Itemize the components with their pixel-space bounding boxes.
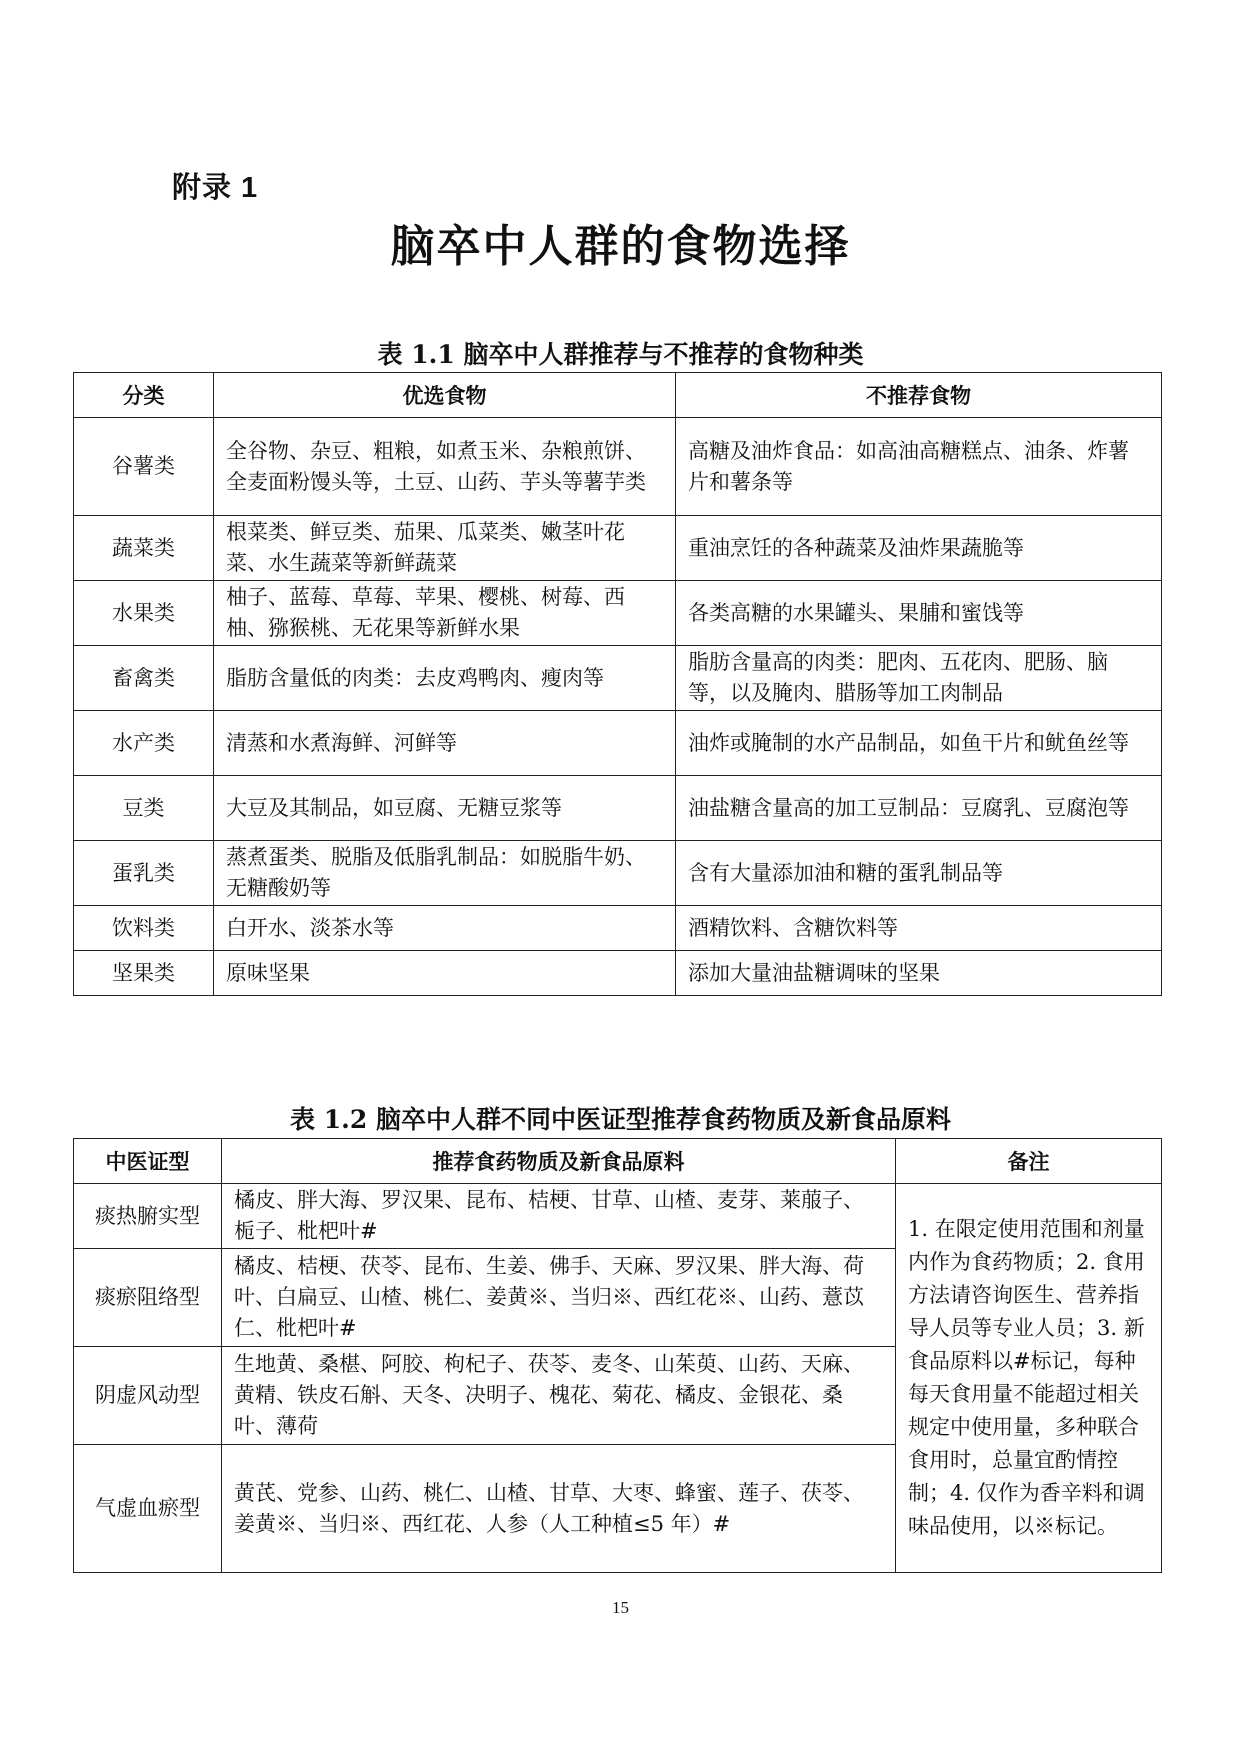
category-cell: 豆类	[74, 776, 214, 841]
category-cell: 蔬菜类	[74, 516, 214, 581]
recommended-cell: 清蒸和水煮海鲜、河鲜等	[214, 711, 676, 776]
recommended-cell: 柚子、蓝莓、草莓、苹果、樱桃、树莓、西柚、猕猴桃、无花果等新鲜水果	[214, 581, 676, 646]
category-cell: 蛋乳类	[74, 841, 214, 906]
substances-cell: 黄芪、党参、山药、桃仁、山楂、甘草、大枣、蜂蜜、莲子、茯苓、姜黄※、当归※、西红花、人参（人工种植≤5 年）#	[222, 1445, 896, 1573]
page-title: 脑卒中人群的食物选择	[390, 221, 851, 272]
notes-cell: 1. 在限定使用范围和剂量内作为食药物质；2. 食用方法请咨询医生、营养指导人员等专业人员；3. 新食品原料以#标记，每种每天食用量不能超过相关规定中使用量，多种联合食用时，总量宜酌情控制；4. 仅作为香辛料和调味品使用，以※标记。	[896, 1184, 1162, 1573]
table-header-row	[74, 373, 1162, 418]
appendix-label: 附录 1	[172, 172, 259, 204]
category-cell: 畜禽类	[74, 646, 214, 711]
substances-cell: 橘皮、胖大海、罗汉果、昆布、桔梗、甘草、山楂、麦芽、莱菔子、栀子、枇杷叶#	[222, 1184, 896, 1249]
header-syndrome: 中医证型	[74, 1139, 222, 1184]
syndrome-cell: 痰瘀阻络型	[74, 1249, 222, 1347]
recommended-cell: 根菜类、鲜豆类、茄果、瓜菜类、嫩茎叶花菜、水生蔬菜等新鲜蔬菜	[214, 516, 676, 581]
category-cell: 水产类	[74, 711, 214, 776]
table-row	[74, 841, 1162, 906]
table-header-row	[74, 1139, 1162, 1184]
table-row	[74, 581, 1162, 646]
header-notes: 备注	[896, 1139, 1162, 1184]
not-recommended-cell: 高糖及油炸食品：如高油高糖糕点、油条、炸薯片和薯条等	[676, 418, 1162, 516]
category-cell: 坚果类	[74, 951, 214, 996]
recommended-cell: 蒸煮蛋类、脱脂及低脂乳制品：如脱脂牛奶、无糖酸奶等	[214, 841, 676, 906]
food-choice-table	[73, 372, 1162, 996]
category-cell: 饮料类	[74, 906, 214, 951]
table-row	[74, 776, 1162, 841]
recommended-cell: 脂肪含量低的肉类：去皮鸡鸭肉、瘦肉等	[214, 646, 676, 711]
category-cell: 水果类	[74, 581, 214, 646]
header-recommended: 优选食物	[214, 373, 676, 418]
table-row	[74, 516, 1162, 581]
substances-cell: 生地黄、桑椹、阿胶、枸杞子、茯苓、麦冬、山茱萸、山药、天麻、黄精、铁皮石斛、天冬、决明子、槐花、菊花、橘皮、金银花、桑叶、薄荷	[222, 1347, 896, 1445]
recommended-cell: 白开水、淡茶水等	[214, 906, 676, 951]
not-recommended-cell: 各类高糖的水果罐头、果脯和蜜饯等	[676, 581, 1162, 646]
syndrome-cell: 痰热腑实型	[74, 1184, 222, 1249]
not-recommended-cell: 油盐糖含量高的加工豆制品：豆腐乳、豆腐泡等	[676, 776, 1162, 841]
substances-cell: 橘皮、桔梗、茯苓、昆布、生姜、佛手、天麻、罗汉果、胖大海、荷叶、白扁豆、山楂、桃仁、姜黄※、当归※、西红花※、山药、薏苡仁、枇杷叶#	[222, 1249, 896, 1347]
header-not-recommended: 不推荐食物	[676, 373, 1162, 418]
table-row	[74, 646, 1162, 711]
table2-caption: 表 1.2 脑卒中人群不同中医证型推荐食药物质及新食品原料	[290, 1105, 951, 1134]
table1-caption: 表 1.1 脑卒中人群推荐与不推荐的食物种类	[377, 340, 864, 369]
page-number: 15	[612, 1598, 629, 1617]
header-recommended-substances: 推荐食药物质及新食品原料	[222, 1139, 896, 1184]
table-row	[74, 951, 1162, 996]
recommended-cell: 大豆及其制品，如豆腐、无糖豆浆等	[214, 776, 676, 841]
recommended-cell: 原味坚果	[214, 951, 676, 996]
category-cell: 谷薯类	[74, 418, 214, 516]
recommended-cell: 全谷物、杂豆、粗粮，如煮玉米、杂粮煎饼、全麦面粉馒头等，土豆、山药、芋头等薯芋类	[214, 418, 676, 516]
not-recommended-cell: 酒精饮料、含糖饮料等	[676, 906, 1162, 951]
table-row	[74, 906, 1162, 951]
not-recommended-cell: 含有大量添加油和糖的蛋乳制品等	[676, 841, 1162, 906]
syndrome-cell: 阴虚风动型	[74, 1347, 222, 1445]
not-recommended-cell: 脂肪含量高的肉类：肥肉、五花肉、肥肠、脑等，以及腌肉、腊肠等加工肉制品	[676, 646, 1162, 711]
not-recommended-cell: 油炸或腌制的水产品制品，如鱼干片和鱿鱼丝等	[676, 711, 1162, 776]
table-row	[74, 418, 1162, 516]
table-row	[74, 711, 1162, 776]
not-recommended-cell: 添加大量油盐糖调味的坚果	[676, 951, 1162, 996]
tcm-syndrome-table	[73, 1138, 1162, 1573]
table-row	[74, 1184, 1162, 1249]
syndrome-cell: 气虚血瘀型	[74, 1445, 222, 1573]
header-category: 分类	[74, 373, 214, 418]
not-recommended-cell: 重油烹饪的各种蔬菜及油炸果蔬脆等	[676, 516, 1162, 581]
